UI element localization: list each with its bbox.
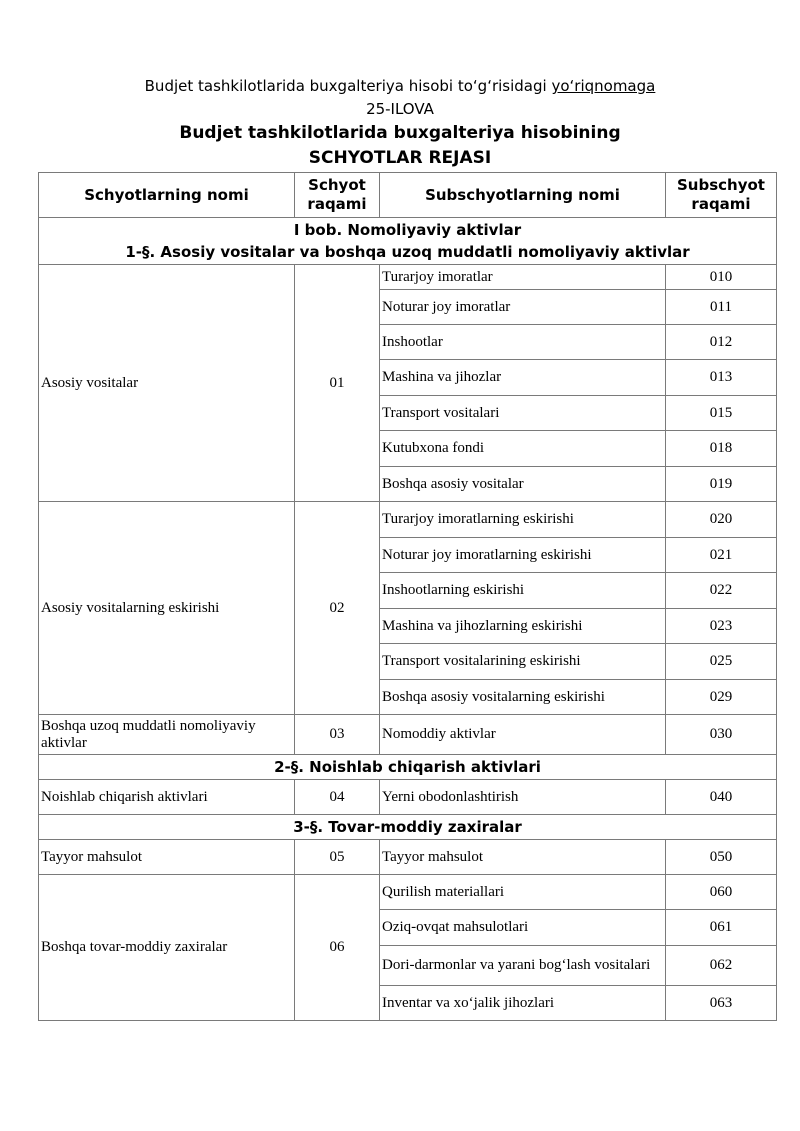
subaccount-name-cell: Boshqa asosiy vositalar [380, 467, 666, 502]
subaccount-name-cell: Noturar joy imoratlarning eskirishi [380, 538, 666, 573]
subaccount-number-cell: 019 [666, 467, 777, 502]
table-row [39, 502, 777, 538]
subaccount-number-cell: 063 [666, 986, 777, 1021]
section-title: 3-§. Tovar-moddiy zaxiralar [39, 815, 777, 840]
subaccount-number-cell: 018 [666, 431, 777, 467]
table-row [39, 840, 777, 875]
subtitle-text: Budjet tashkilotlarida buxgalteriya hisobi to‘g‘risidagi [144, 77, 552, 95]
table-row [39, 715, 777, 755]
section-row [39, 815, 777, 840]
subaccount-name-cell: Inshootlarning eskirishi [380, 573, 666, 609]
subaccount-name-cell: Qurilish materiallari [380, 875, 666, 910]
subaccount-name-cell: Inventar va xo‘jalik jihozlari [380, 986, 666, 1021]
account-number-cell: 06 [295, 875, 380, 1021]
subaccount-name-cell: Tayyor mahsulot [380, 840, 666, 875]
page-title: Budjet tashkilotlarida buxgalteriya hisobining [179, 123, 621, 143]
table-header-row [39, 173, 777, 218]
subaccount-number-cell: 015 [666, 396, 777, 431]
account-number-cell: 01 [295, 265, 380, 502]
subaccount-name-cell: Boshqa asosiy vositalarning eskirishi [380, 680, 666, 715]
account-name-cell: Tayyor mahsulot [39, 840, 295, 875]
account-name-cell: Asosiy vositalarning eskirishi [39, 502, 295, 715]
account-number-cell: 03 [295, 715, 380, 755]
subaccount-number-cell: 012 [666, 325, 777, 360]
subaccount-name-cell: Mashina va jihozlarning eskirishi [380, 609, 666, 644]
section-row [39, 218, 777, 265]
subaccount-number-cell: 040 [666, 780, 777, 815]
account-number-cell: 05 [295, 840, 380, 875]
subaccount-number-cell: 013 [666, 360, 777, 396]
account-number-cell: 02 [295, 502, 380, 715]
subaccount-name-cell: Turarjoy imoratlar [380, 265, 666, 290]
account-number-cell: 04 [295, 780, 380, 815]
subaccount-name-cell: Turarjoy imoratlarning eskirishi [380, 502, 666, 538]
subaccount-number-cell: 050 [666, 840, 777, 875]
subaccount-number-cell: 020 [666, 502, 777, 538]
table-row [39, 265, 777, 290]
subaccount-name-cell: Mashina va jihozlar [380, 360, 666, 396]
account-name-cell: Asosiy vositalar [39, 265, 295, 502]
chapter-heading [39, 218, 777, 265]
document-subtitle [0, 77, 800, 95]
account-name-cell: Noishlab chiqarish aktivlari [39, 780, 295, 815]
subaccount-number-cell: 029 [666, 680, 777, 715]
subaccount-number-cell: 061 [666, 910, 777, 946]
subaccount-number-cell: 023 [666, 609, 777, 644]
subaccount-name-cell: Oziq-ovqat mahsulotlari [380, 910, 666, 946]
account-name-cell: Boshqa uzoq muddatli nomoliyaviy aktivlar [39, 715, 295, 755]
subaccount-name-cell: Kutubxona fondi [380, 431, 666, 467]
account-name-cell: Boshqa tovar-moddiy zaxiralar [39, 875, 295, 1021]
column-header-subaccount-name: Subschyotlarning nomi [380, 173, 666, 218]
subaccount-name-cell: Yerni obodonlashtirish [380, 780, 666, 815]
subaccount-number-cell: 062 [666, 946, 777, 986]
subaccount-number-cell: 011 [666, 290, 777, 325]
column-header-subaccount-number: Subschyot raqami [666, 173, 777, 218]
section-title: 1-§. Asosiy vositalar va boshqa uzoq muddatli nomoliyaviy aktivlar [125, 243, 690, 261]
section-title: 2-§. Noishlab chiqarish aktivlari [39, 755, 777, 780]
subaccount-number-cell: 010 [666, 265, 777, 290]
accounts-plan-table [38, 172, 777, 1021]
subaccount-number-cell: 025 [666, 644, 777, 680]
subaccount-name-cell: Noturar joy imoratlar [380, 290, 666, 325]
annex-number: 25-ILOVA [366, 100, 434, 118]
section-row [39, 755, 777, 780]
subaccount-name-cell: Transport vositalarining eskirishi [380, 644, 666, 680]
instruction-link[interactable]: yo‘riqnomaga [551, 77, 656, 95]
column-header-account-name: Schyotlarning nomi [39, 173, 295, 218]
table-row [39, 875, 777, 910]
subaccount-name-cell: Inshootlar [380, 325, 666, 360]
subaccount-number-cell: 021 [666, 538, 777, 573]
subaccount-number-cell: 022 [666, 573, 777, 609]
page-title-secondary: SCHYOTLAR REJASI [308, 148, 492, 168]
subaccount-number-cell: 060 [666, 875, 777, 910]
subaccount-name-cell: Nomoddiy aktivlar [380, 715, 666, 755]
subaccount-number-cell: 030 [666, 715, 777, 755]
chapter-title: I bob. Nomoliyaviy aktivlar [293, 221, 522, 239]
column-header-account-number: Schyot raqami [295, 173, 380, 218]
subaccount-name-cell: Transport vositalari [380, 396, 666, 431]
table-row [39, 780, 777, 815]
subaccount-name-cell: Dori-darmonlar va yarani bog‘lash vositalari [380, 946, 666, 986]
